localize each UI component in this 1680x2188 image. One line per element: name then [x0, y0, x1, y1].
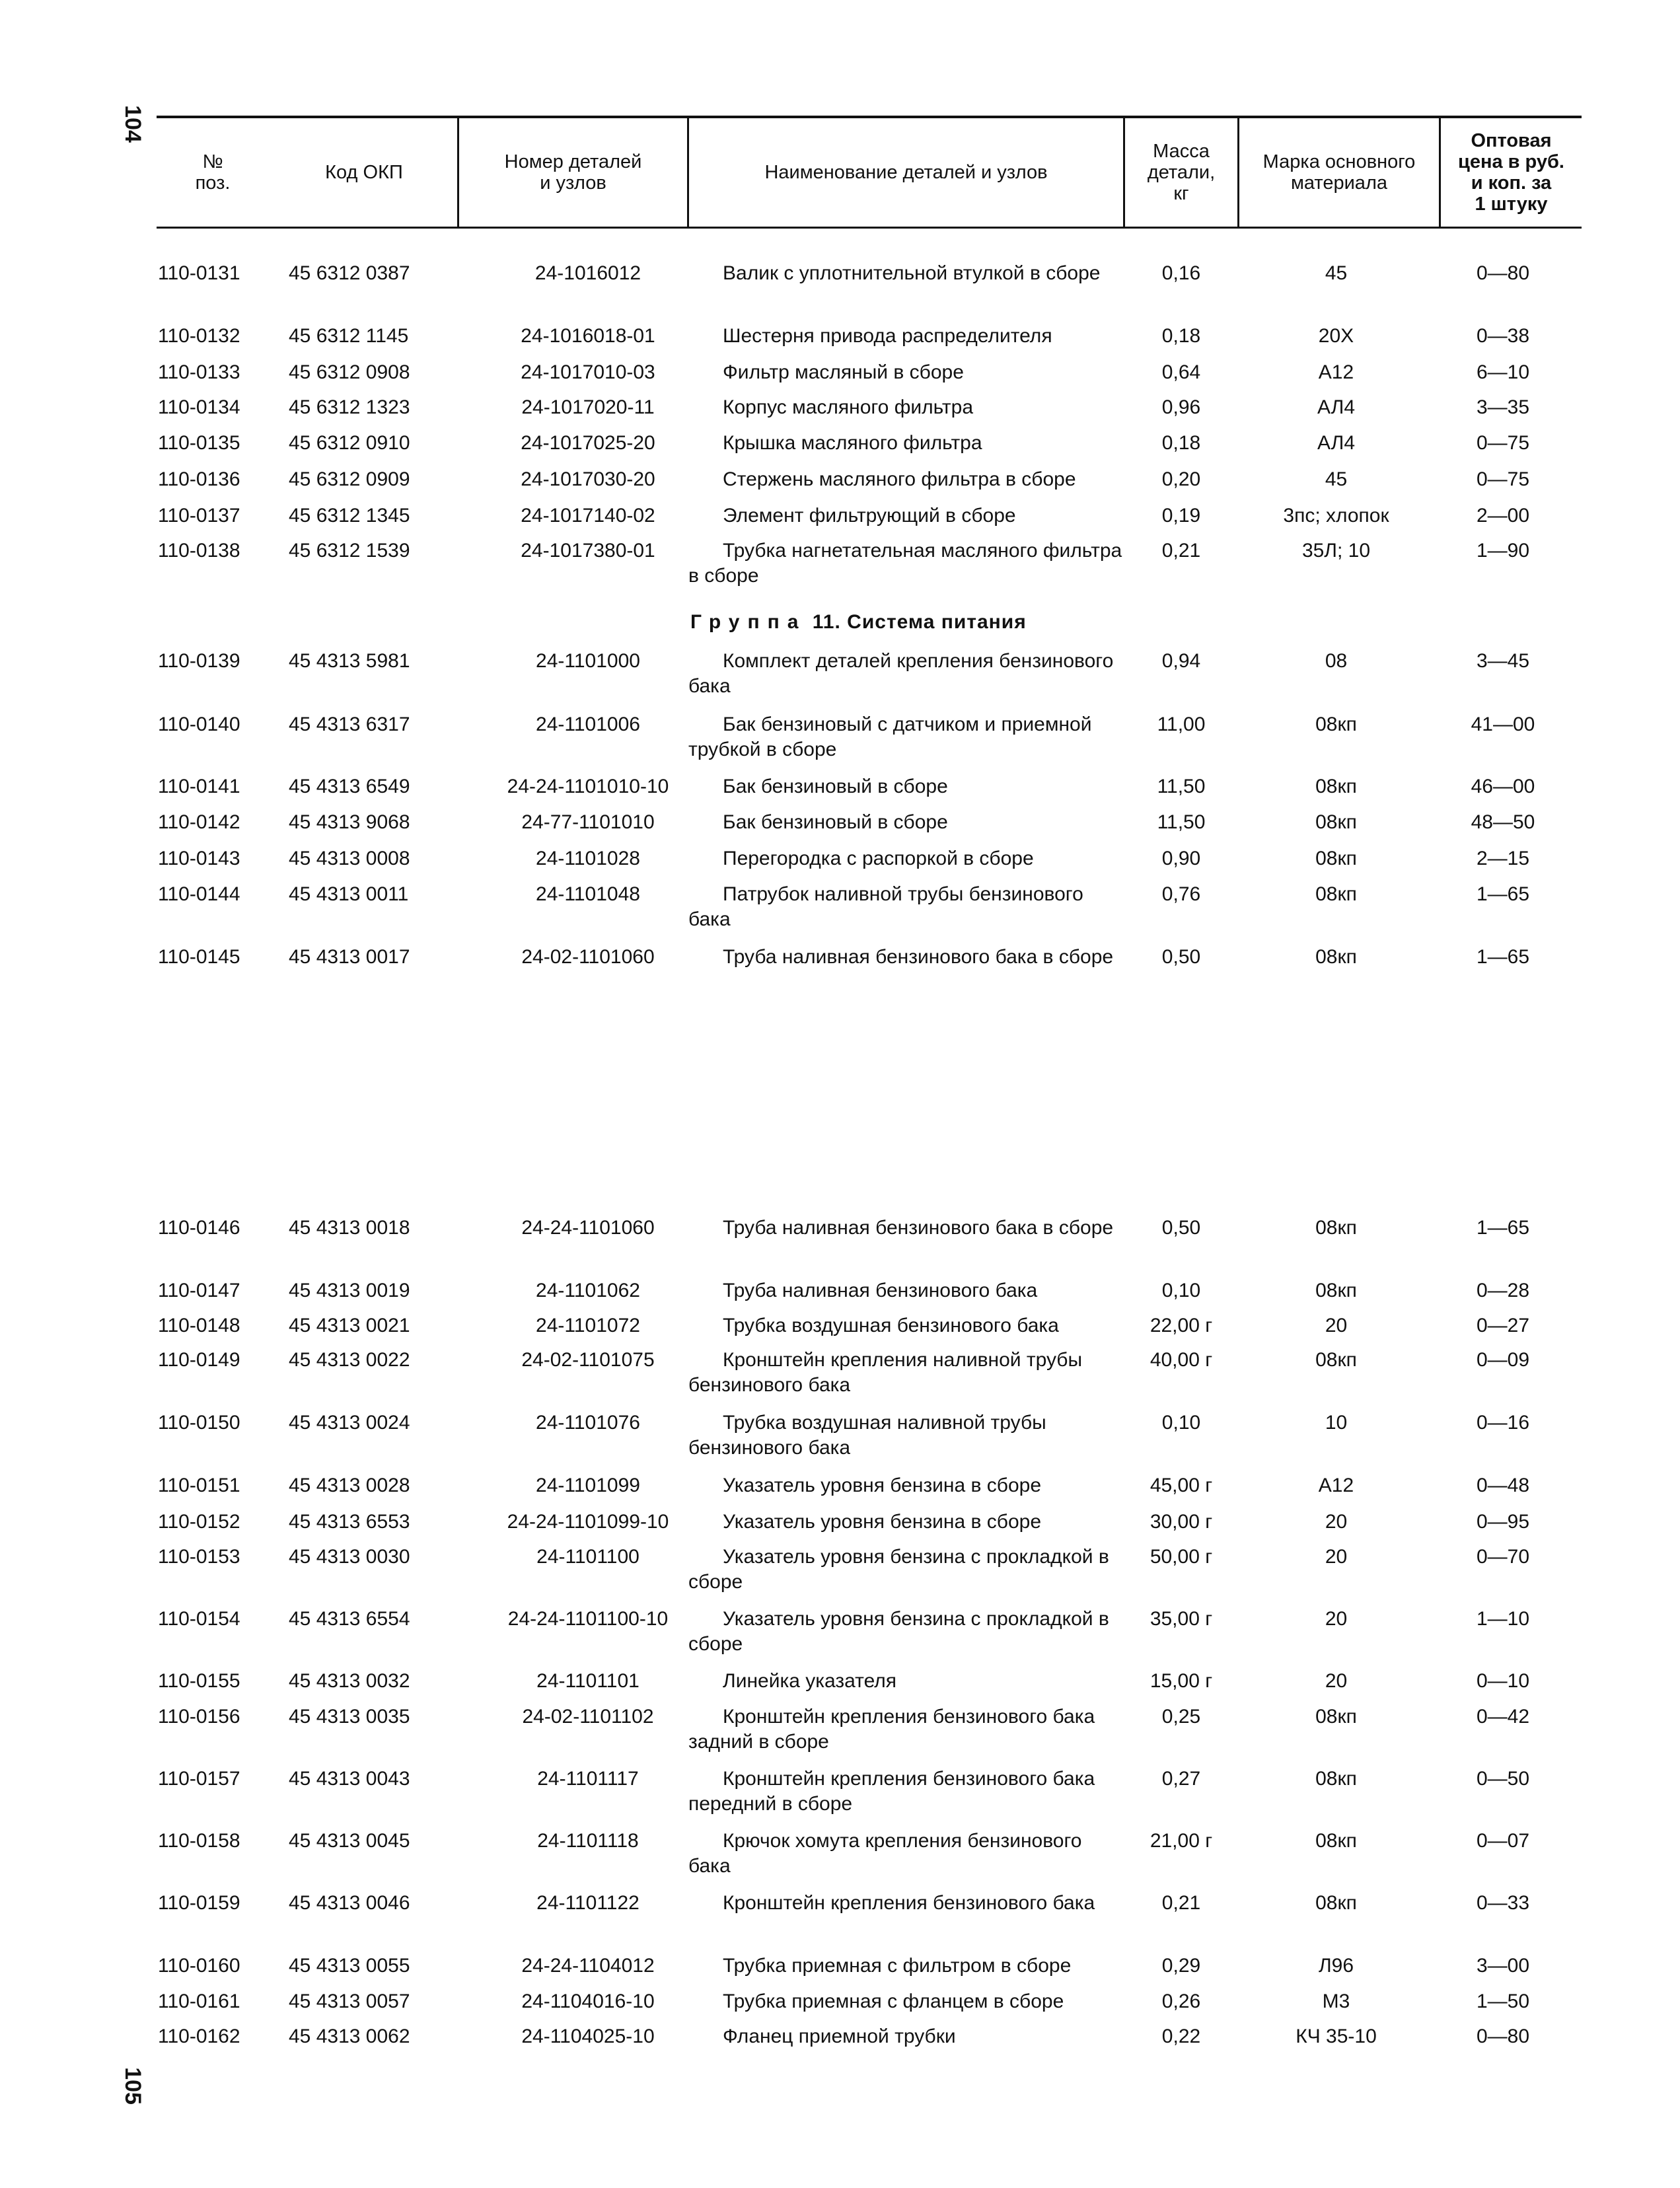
- cell-okp-code: 45 4313 6554: [289, 1608, 410, 1630]
- cell-material: 08кп: [1315, 1349, 1357, 1371]
- cell-okp-code: 45 4313 0028: [289, 1475, 410, 1496]
- cell-part-number: 24-1017025-20: [521, 432, 655, 454]
- cell-part-number: 24-02-1101060: [521, 946, 655, 968]
- cell-position: 110-0157: [158, 1768, 240, 1790]
- cell-position: 110-0134: [158, 396, 240, 418]
- cell-part-number: 24-1104016-10: [521, 1990, 655, 2012]
- cell-position: 110-0143: [158, 848, 240, 869]
- cell-part-name: Кронштейн крепления бензинового бака: [723, 1892, 1095, 1914]
- cell-price: 0—75: [1476, 432, 1530, 454]
- cell-position: 110-0158: [158, 1830, 240, 1852]
- cell-mass: 15,00 г: [1150, 1670, 1213, 1692]
- cell-position: 110-0141: [158, 776, 240, 797]
- cell-part-number: 24-1101028: [536, 848, 640, 869]
- cell-position: 110-0138: [158, 540, 240, 562]
- cell-part-name: Трубка приемная с фланцем в сборе: [723, 1990, 1064, 2012]
- cell-part-name: Трубка приемная с фильтром в сборе: [723, 1955, 1072, 1977]
- cell-okp-code: 45 6312 1323: [289, 396, 410, 418]
- cell-okp-code: 45 6312 0910: [289, 432, 410, 454]
- cell-mass: 40,00 г: [1150, 1349, 1213, 1371]
- cell-part-name: Комплект деталей крепления бензинового бака: [688, 650, 1114, 697]
- cell-position: 110-0151: [158, 1475, 240, 1496]
- cell-price: 1—10: [1476, 1608, 1530, 1630]
- cell-material: 20: [1325, 1511, 1348, 1533]
- cell-material: АЛ4: [1317, 396, 1356, 418]
- cell-material: 45: [1325, 262, 1348, 284]
- cell-part-name: Элемент фильтрующий в сборе: [723, 505, 1016, 527]
- cell-material: 08: [1325, 650, 1348, 672]
- cell-material: А12: [1318, 1475, 1354, 1496]
- cell-mass: 0,94: [1161, 650, 1201, 672]
- cell-material: 08кп: [1315, 776, 1357, 797]
- cell-price: 0—38: [1476, 325, 1530, 347]
- cell-part-name: Крышка масляного фильтра: [723, 432, 982, 454]
- cell-price: 46—00: [1471, 776, 1535, 797]
- cell-part-name: Указатель уровня бензина в сборе: [723, 1475, 1042, 1496]
- cell-part-number: 24-24-1101100-10: [507, 1608, 669, 1630]
- cell-mass: 0,50: [1161, 1217, 1201, 1239]
- cell-price: 3—00: [1476, 1955, 1530, 1977]
- cell-mass: 45,00 г: [1150, 1475, 1213, 1496]
- cell-price: 1—65: [1476, 1217, 1530, 1239]
- cell-part-number: 24-1101118: [537, 1830, 639, 1852]
- cell-price: 0—75: [1476, 468, 1530, 490]
- cell-part-name: Кронштейн крепления наливной трубы бензинового бака: [688, 1349, 1083, 1396]
- cell-part-number: 24-24-1101099-10: [507, 1511, 669, 1533]
- cell-mass: 0,22: [1161, 2025, 1201, 2047]
- cell-part-number: 24-24-1101010-10: [507, 776, 669, 797]
- cell-mass: 0,25: [1161, 1706, 1201, 1728]
- cell-price: 41—00: [1471, 713, 1535, 735]
- cell-part-number: 24-24-1101060: [521, 1217, 655, 1239]
- cell-part-number: 24-1101000: [536, 650, 640, 672]
- header-pos: № поз.: [195, 151, 231, 194]
- cell-okp-code: 45 4313 0018: [289, 1217, 410, 1239]
- cell-price: 2—15: [1476, 848, 1530, 869]
- cell-part-name: Фланец приемной трубки: [723, 2025, 956, 2047]
- cell-price: 0—16: [1476, 1412, 1530, 1434]
- cell-mass: 0,18: [1161, 432, 1201, 454]
- cell-mass: 0,21: [1161, 1892, 1201, 1914]
- cell-material: 20: [1325, 1670, 1348, 1692]
- cell-material: 08кп: [1315, 1217, 1357, 1239]
- cell-part-name: Крючок хомута крепления бензинового бака: [688, 1830, 1082, 1877]
- cell-position: 110-0162: [158, 2025, 240, 2047]
- cell-part-number: 24-77-1101010: [521, 811, 655, 833]
- cell-position: 110-0142: [158, 811, 240, 833]
- cell-material: 08кп: [1315, 848, 1357, 869]
- cell-mass: 0,76: [1161, 883, 1201, 905]
- cell-position: 110-0133: [158, 361, 240, 383]
- cell-okp-code: 45 4313 0045: [289, 1830, 410, 1852]
- header-material: Марка основного материала: [1262, 151, 1416, 194]
- cell-mass: 0,20: [1161, 468, 1201, 490]
- cell-part-name: Указатель уровня бензина в сборе: [723, 1511, 1042, 1533]
- cell-mass: 0,50: [1161, 946, 1201, 968]
- cell-price: 0—42: [1476, 1706, 1530, 1728]
- cell-mass: 0,16: [1161, 262, 1201, 284]
- cell-position: 110-0152: [158, 1511, 240, 1533]
- cell-okp-code: 45 4313 0021: [289, 1315, 410, 1336]
- cell-part-number: 24-1101006: [536, 713, 640, 735]
- cell-okp-code: 45 6312 0908: [289, 361, 410, 383]
- cell-part-number: 24-1101048: [536, 883, 640, 905]
- cell-price: 0—70: [1476, 1546, 1530, 1568]
- cell-part-number: 24-24-1104012: [521, 1955, 655, 1977]
- cell-okp-code: 45 4313 6553: [289, 1511, 410, 1533]
- cell-mass: 11,00: [1157, 713, 1206, 735]
- cell-price: 3—35: [1476, 396, 1530, 418]
- header-mass: Масса детали, кг: [1147, 141, 1216, 204]
- cell-part-name: Шестерня привода распределителя: [723, 325, 1052, 347]
- cell-material: 08кп: [1315, 1280, 1357, 1301]
- table-header-rule: [157, 227, 1582, 229]
- cell-part-number: 24-1017010-03: [521, 361, 655, 383]
- cell-part-number: 24-1101100: [536, 1546, 639, 1568]
- cell-price: 0—80: [1476, 2025, 1530, 2047]
- cell-part-name: Бак бензиновый с датчиком и приемной трубкой в сборе: [688, 713, 1092, 760]
- cell-part-name: Указатель уровня бензина с прокладкой в сборе: [688, 1608, 1109, 1655]
- cell-mass: 0,18: [1161, 325, 1201, 347]
- cell-material: 08кп: [1315, 1706, 1357, 1728]
- cell-price: 0—10: [1476, 1670, 1530, 1692]
- cell-material: Л96: [1318, 1955, 1354, 1977]
- cell-mass: 0,96: [1161, 396, 1201, 418]
- cell-mass: 22,00 г: [1150, 1315, 1213, 1336]
- cell-position: 110-0155: [158, 1670, 240, 1692]
- cell-okp-code: 45 6312 1539: [289, 540, 410, 562]
- cell-part-name: Фильтр масляный в сборе: [723, 361, 964, 383]
- cell-part-name: Линейка указателя: [723, 1670, 897, 1692]
- cell-okp-code: 45 4313 0062: [289, 2025, 410, 2047]
- cell-price: 0—09: [1476, 1349, 1530, 1371]
- cell-position: 110-0136: [158, 468, 240, 490]
- cell-material: 08кп: [1315, 946, 1357, 968]
- cell-okp-code: 45 4313 5981: [289, 650, 410, 672]
- cell-okp-code: 45 4313 0024: [289, 1412, 410, 1434]
- cell-part-number: 24-1101122: [536, 1892, 639, 1914]
- cell-price: 0—33: [1476, 1892, 1530, 1914]
- cell-material: 35Л; 10: [1301, 540, 1371, 562]
- cell-okp-code: 45 4313 6549: [289, 776, 410, 797]
- cell-okp-code: 45 6312 0387: [289, 262, 410, 284]
- cell-material: 20: [1325, 1315, 1348, 1336]
- cell-material: 45: [1325, 468, 1348, 490]
- cell-part-name: Стержень масляного фильтра в сборе: [723, 468, 1076, 490]
- cell-material: 3пс; хлопок: [1283, 505, 1389, 527]
- cell-part-name: Бак бензиновый в сборе: [723, 776, 948, 797]
- cell-part-number: 24-1016012: [534, 262, 641, 284]
- cell-price: 6—10: [1476, 361, 1530, 383]
- cell-position: 110-0160: [158, 1955, 240, 1977]
- cell-mass: 0,29: [1161, 1955, 1201, 1977]
- cell-mass: 0,26: [1161, 1990, 1201, 2012]
- cell-position: 110-0148: [158, 1315, 240, 1336]
- cell-part-number: 24-02-1101102: [522, 1706, 654, 1728]
- cell-mass: 0,90: [1161, 848, 1201, 869]
- cell-position: 110-0154: [158, 1608, 240, 1630]
- cell-mass: 0,19: [1161, 505, 1201, 527]
- cell-mass: 35,00 г: [1150, 1608, 1213, 1630]
- header-name: Наименование деталей и узлов: [764, 162, 1048, 183]
- cell-part-number: 24-1101072: [536, 1315, 640, 1336]
- header-price: Оптовая цена в руб. и коп. за 1 штуку: [1458, 130, 1564, 215]
- cell-position: 110-0146: [158, 1217, 240, 1239]
- cell-position: 110-0132: [158, 325, 240, 347]
- cell-part-name: Корпус масляного фильтра: [723, 396, 974, 418]
- cell-price: 0—95: [1476, 1511, 1530, 1533]
- group-heading: Группа 11. Система питания: [690, 611, 1027, 633]
- cell-material: 20: [1325, 1608, 1348, 1630]
- cell-material: 10: [1325, 1412, 1348, 1434]
- cell-position: 110-0144: [158, 883, 240, 905]
- cell-part-number: 24-1101101: [536, 1670, 639, 1692]
- cell-price: 1—50: [1476, 1990, 1530, 2012]
- cell-mass: 0,27: [1161, 1768, 1201, 1790]
- cell-price: 0—27: [1476, 1315, 1530, 1336]
- cell-mass: 11,50: [1157, 776, 1206, 797]
- cell-material: А12: [1318, 361, 1354, 383]
- cell-part-name: Труба наливная бензинового бака в сборе: [723, 1217, 1114, 1239]
- cell-part-name: Трубка нагнетательная масляного фильтра в сборе: [688, 540, 1122, 587]
- cell-okp-code: 45 6312 0909: [289, 468, 410, 490]
- cell-okp-code: 45 4313 0032: [289, 1670, 410, 1692]
- cell-position: 110-0147: [158, 1280, 240, 1301]
- cell-part-number: 24-1101117: [537, 1768, 639, 1790]
- cell-material: 20: [1325, 1546, 1348, 1568]
- cell-price: 0—80: [1476, 262, 1530, 284]
- cell-okp-code: 45 4313 0057: [289, 1990, 410, 2012]
- cell-part-name: Труба наливная бензинового бака в сборе: [723, 946, 1114, 968]
- cell-price: 0—28: [1476, 1280, 1530, 1301]
- cell-part-number: 24-1101062: [536, 1280, 640, 1301]
- cell-price: 3—45: [1476, 650, 1530, 672]
- cell-okp-code: 45 4313 0019: [289, 1280, 410, 1301]
- cell-okp-code: 45 4313 0008: [289, 848, 410, 869]
- cell-mass: 50,00 г: [1150, 1546, 1213, 1568]
- cell-mass: 0,10: [1161, 1412, 1201, 1434]
- cell-material: АЛ4: [1317, 432, 1356, 454]
- cell-material: 08кп: [1315, 883, 1357, 905]
- cell-okp-code: 45 4313 0043: [289, 1768, 410, 1790]
- cell-position: 110-0131: [158, 262, 240, 284]
- cell-part-name: Кронштейн крепления бензинового бака задний в сборе: [688, 1706, 1095, 1753]
- cell-okp-code: 45 4313 6317: [289, 713, 410, 735]
- cell-part-number: 24-1017020-11: [521, 396, 655, 418]
- cell-mass: 30,00 г: [1150, 1511, 1213, 1533]
- cell-position: 110-0135: [158, 432, 240, 454]
- cell-price: 0—48: [1476, 1475, 1530, 1496]
- cell-mass: 0,21: [1161, 540, 1201, 562]
- cell-price: 1—65: [1476, 946, 1530, 968]
- cell-part-name: Трубка воздушная бензинового бака: [723, 1315, 1059, 1336]
- cell-position: 110-0145: [158, 946, 240, 968]
- cell-part-name: Труба наливная бензинового бака: [723, 1280, 1038, 1301]
- cell-position: 110-0161: [158, 1990, 240, 2012]
- cell-material: 08кп: [1315, 811, 1357, 833]
- page-number-top: 104: [120, 105, 145, 143]
- cell-position: 110-0159: [158, 1892, 240, 1914]
- cell-material: 08кп: [1315, 1830, 1357, 1852]
- cell-position: 110-0153: [158, 1546, 240, 1568]
- cell-mass: 0,64: [1161, 361, 1201, 383]
- cell-okp-code: 45 6312 1345: [289, 505, 410, 527]
- cell-position: 110-0149: [158, 1349, 240, 1371]
- cell-part-number: 24-1101099: [536, 1475, 640, 1496]
- cell-part-number: 24-1101076: [536, 1412, 640, 1434]
- cell-material: 08кп: [1315, 713, 1357, 735]
- cell-part-name: Бак бензиновый в сборе: [723, 811, 948, 833]
- cell-price: 1—65: [1476, 883, 1530, 905]
- cell-mass: 0,10: [1161, 1280, 1201, 1301]
- cell-price: 1—90: [1476, 540, 1530, 562]
- cell-position: 110-0150: [158, 1412, 240, 1434]
- cell-material: 08кп: [1315, 1768, 1357, 1790]
- cell-price: 0—07: [1476, 1830, 1530, 1852]
- cell-part-name: Указатель уровня бензина с прокладкой в сборе: [688, 1546, 1109, 1593]
- cell-okp-code: 45 4313 0011: [289, 883, 409, 905]
- cell-okp-code: 45 4313 0022: [289, 1349, 410, 1371]
- cell-part-name: Патрубок наливной трубы бензинового бака: [688, 883, 1083, 930]
- cell-position: 110-0137: [158, 505, 240, 527]
- cell-okp-code: 45 4313 0030: [289, 1546, 410, 1568]
- header-okp: Код ОКП: [325, 162, 403, 183]
- cell-part-number: 24-1016018-01: [521, 325, 655, 347]
- cell-part-number: 24-1017030-20: [521, 468, 655, 490]
- cell-part-name: Кронштейн крепления бензинового бака передний в сборе: [688, 1768, 1095, 1815]
- cell-material: 20Х: [1318, 325, 1354, 347]
- header-number: Номер деталей и узлов: [504, 151, 642, 194]
- cell-part-name: Перегородка с распоркой в сборе: [723, 848, 1034, 869]
- cell-part-number: 24-1017380-01: [521, 540, 655, 562]
- cell-price: 2—00: [1476, 505, 1530, 527]
- cell-okp-code: 45 4313 0017: [289, 946, 410, 968]
- cell-okp-code: 45 4313 9068: [289, 811, 410, 833]
- cell-material: 08кп: [1315, 1892, 1357, 1914]
- cell-position: 110-0140: [158, 713, 240, 735]
- cell-okp-code: 45 4313 0055: [289, 1955, 410, 1977]
- cell-okp-code: 45 6312 1145: [289, 325, 409, 347]
- cell-price: 0—50: [1476, 1768, 1530, 1790]
- cell-part-number: 24-1017140-02: [521, 505, 655, 527]
- cell-position: 110-0139: [158, 650, 240, 672]
- cell-part-name: Трубка воздушная наливной трубы бензинового бака: [688, 1412, 1046, 1459]
- cell-okp-code: 45 4313 0035: [289, 1706, 410, 1728]
- cell-mass: 21,00 г: [1150, 1830, 1213, 1852]
- cell-part-number: 24-1104025-10: [521, 2025, 655, 2047]
- cell-part-name: Валик с уплотнительной втулкой в сборе: [723, 262, 1101, 284]
- cell-material: КЧ 35-10: [1296, 2025, 1377, 2047]
- cell-material: М3: [1322, 1990, 1350, 2012]
- page-number-bottom: 105: [120, 2067, 145, 2105]
- cell-price: 48—50: [1471, 811, 1535, 833]
- cell-mass: 11,50: [1157, 811, 1206, 833]
- cell-okp-code: 45 4313 0046: [289, 1892, 410, 1914]
- cell-part-number: 24-02-1101075: [521, 1349, 655, 1371]
- cell-position: 110-0156: [158, 1706, 240, 1728]
